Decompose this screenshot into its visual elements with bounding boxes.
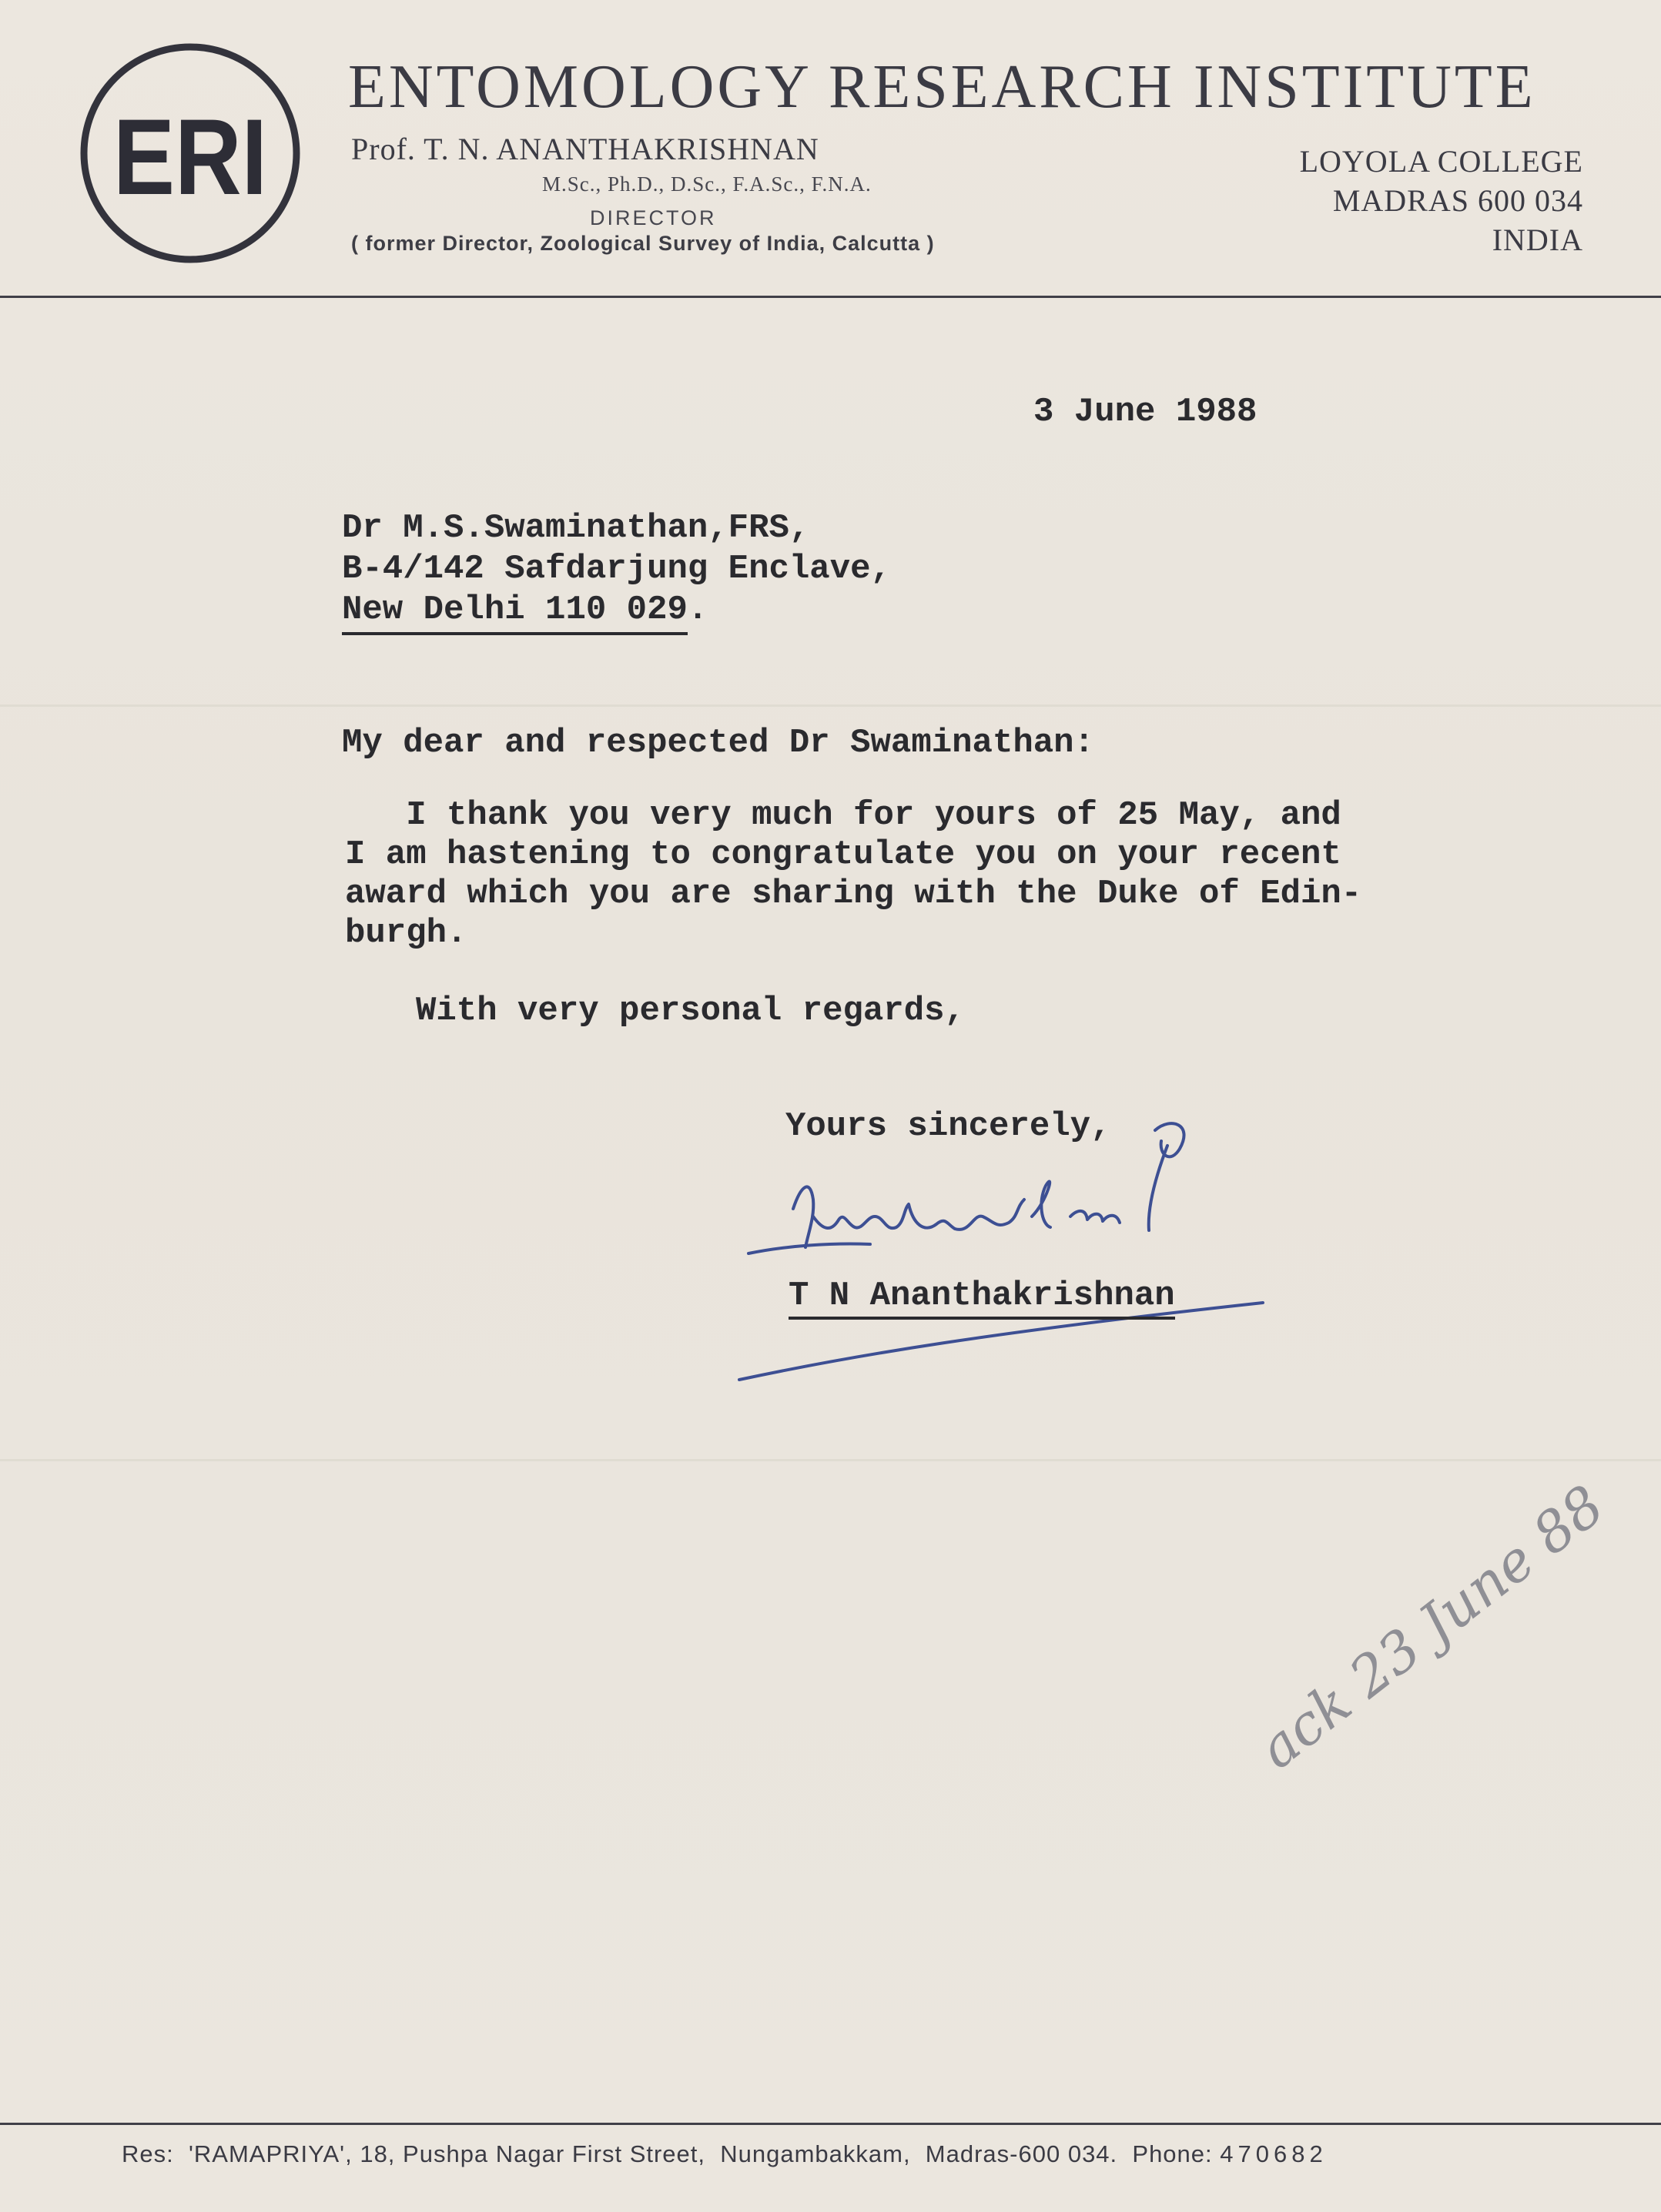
- director-role: DIRECTOR: [590, 206, 717, 229]
- residence-address: Res: 'RAMAPRIYA', 18, Pushpa Nagar First Street, Nungambakkam, Madras-600 034. Phone:: [122, 2140, 1213, 2167]
- pencil-annotation: [1246, 1472, 1616, 1832]
- letterhead-divider: [0, 296, 1661, 298]
- closing: Yours sincerely,: [785, 1107, 1111, 1146]
- footer-divider: [0, 2123, 1661, 2125]
- former-post: ( former Director, Zoological Survey of India, Calcutta ): [351, 232, 935, 255]
- salutation: My dear and respected Dr Swaminathan:: [342, 724, 1094, 762]
- address-line: LOYOLA COLLEGE: [1299, 144, 1583, 179]
- recipient-line: B-4/142 Safdarjung Enclave,: [342, 550, 891, 588]
- body-line: I am hastening to congratulate you on your recent: [345, 835, 1341, 874]
- recipient-line-city: [342, 590, 891, 635]
- annotation-text: ack 23 June 88: [1246, 1472, 1616, 1782]
- recipient-line: Dr M.S.Swaminathan,FRS,: [342, 509, 810, 547]
- regards: With very personal regards,: [416, 992, 965, 1030]
- recipient-end: .: [687, 591, 708, 629]
- body-line: I thank you very much for yours of 25 May, and: [345, 796, 1341, 835]
- letter-body: [345, 796, 1361, 953]
- institute-name: ENTOMOLOGY RESEARCH INSTITUTE: [348, 53, 1536, 121]
- institute-address: [1300, 142, 1583, 259]
- director-qualifications: M.Sc., Ph.D., D.Sc., F.A.Sc., F.N.A.: [542, 172, 872, 196]
- recipient-city: New Delhi 110 029: [342, 590, 688, 635]
- residence-footer: [122, 2140, 1328, 2168]
- eri-logo: [77, 40, 303, 266]
- body-line: burgh.: [345, 914, 467, 952]
- signatory-name: T N Ananthakrishnan: [789, 1277, 1175, 1320]
- phone-number: 470682: [1220, 2140, 1328, 2167]
- paper-fold: [0, 1459, 1661, 1461]
- recipient-address: [342, 508, 891, 635]
- address-line: MADRAS 600 034: [1332, 183, 1583, 218]
- paper-fold: [0, 704, 1661, 707]
- logo-text: ERI: [113, 96, 267, 217]
- body-line: award which you are sharing with the Duke of Edin-: [345, 875, 1362, 913]
- address-line: INDIA: [1492, 223, 1583, 257]
- handwritten-signature: [739, 1101, 1294, 1394]
- letter-date: 3 June 1988: [1033, 393, 1257, 431]
- director-name: Prof. T. N. ANANTHAKRISHNAN: [351, 132, 819, 166]
- signatory-name-block: [789, 1277, 1175, 1315]
